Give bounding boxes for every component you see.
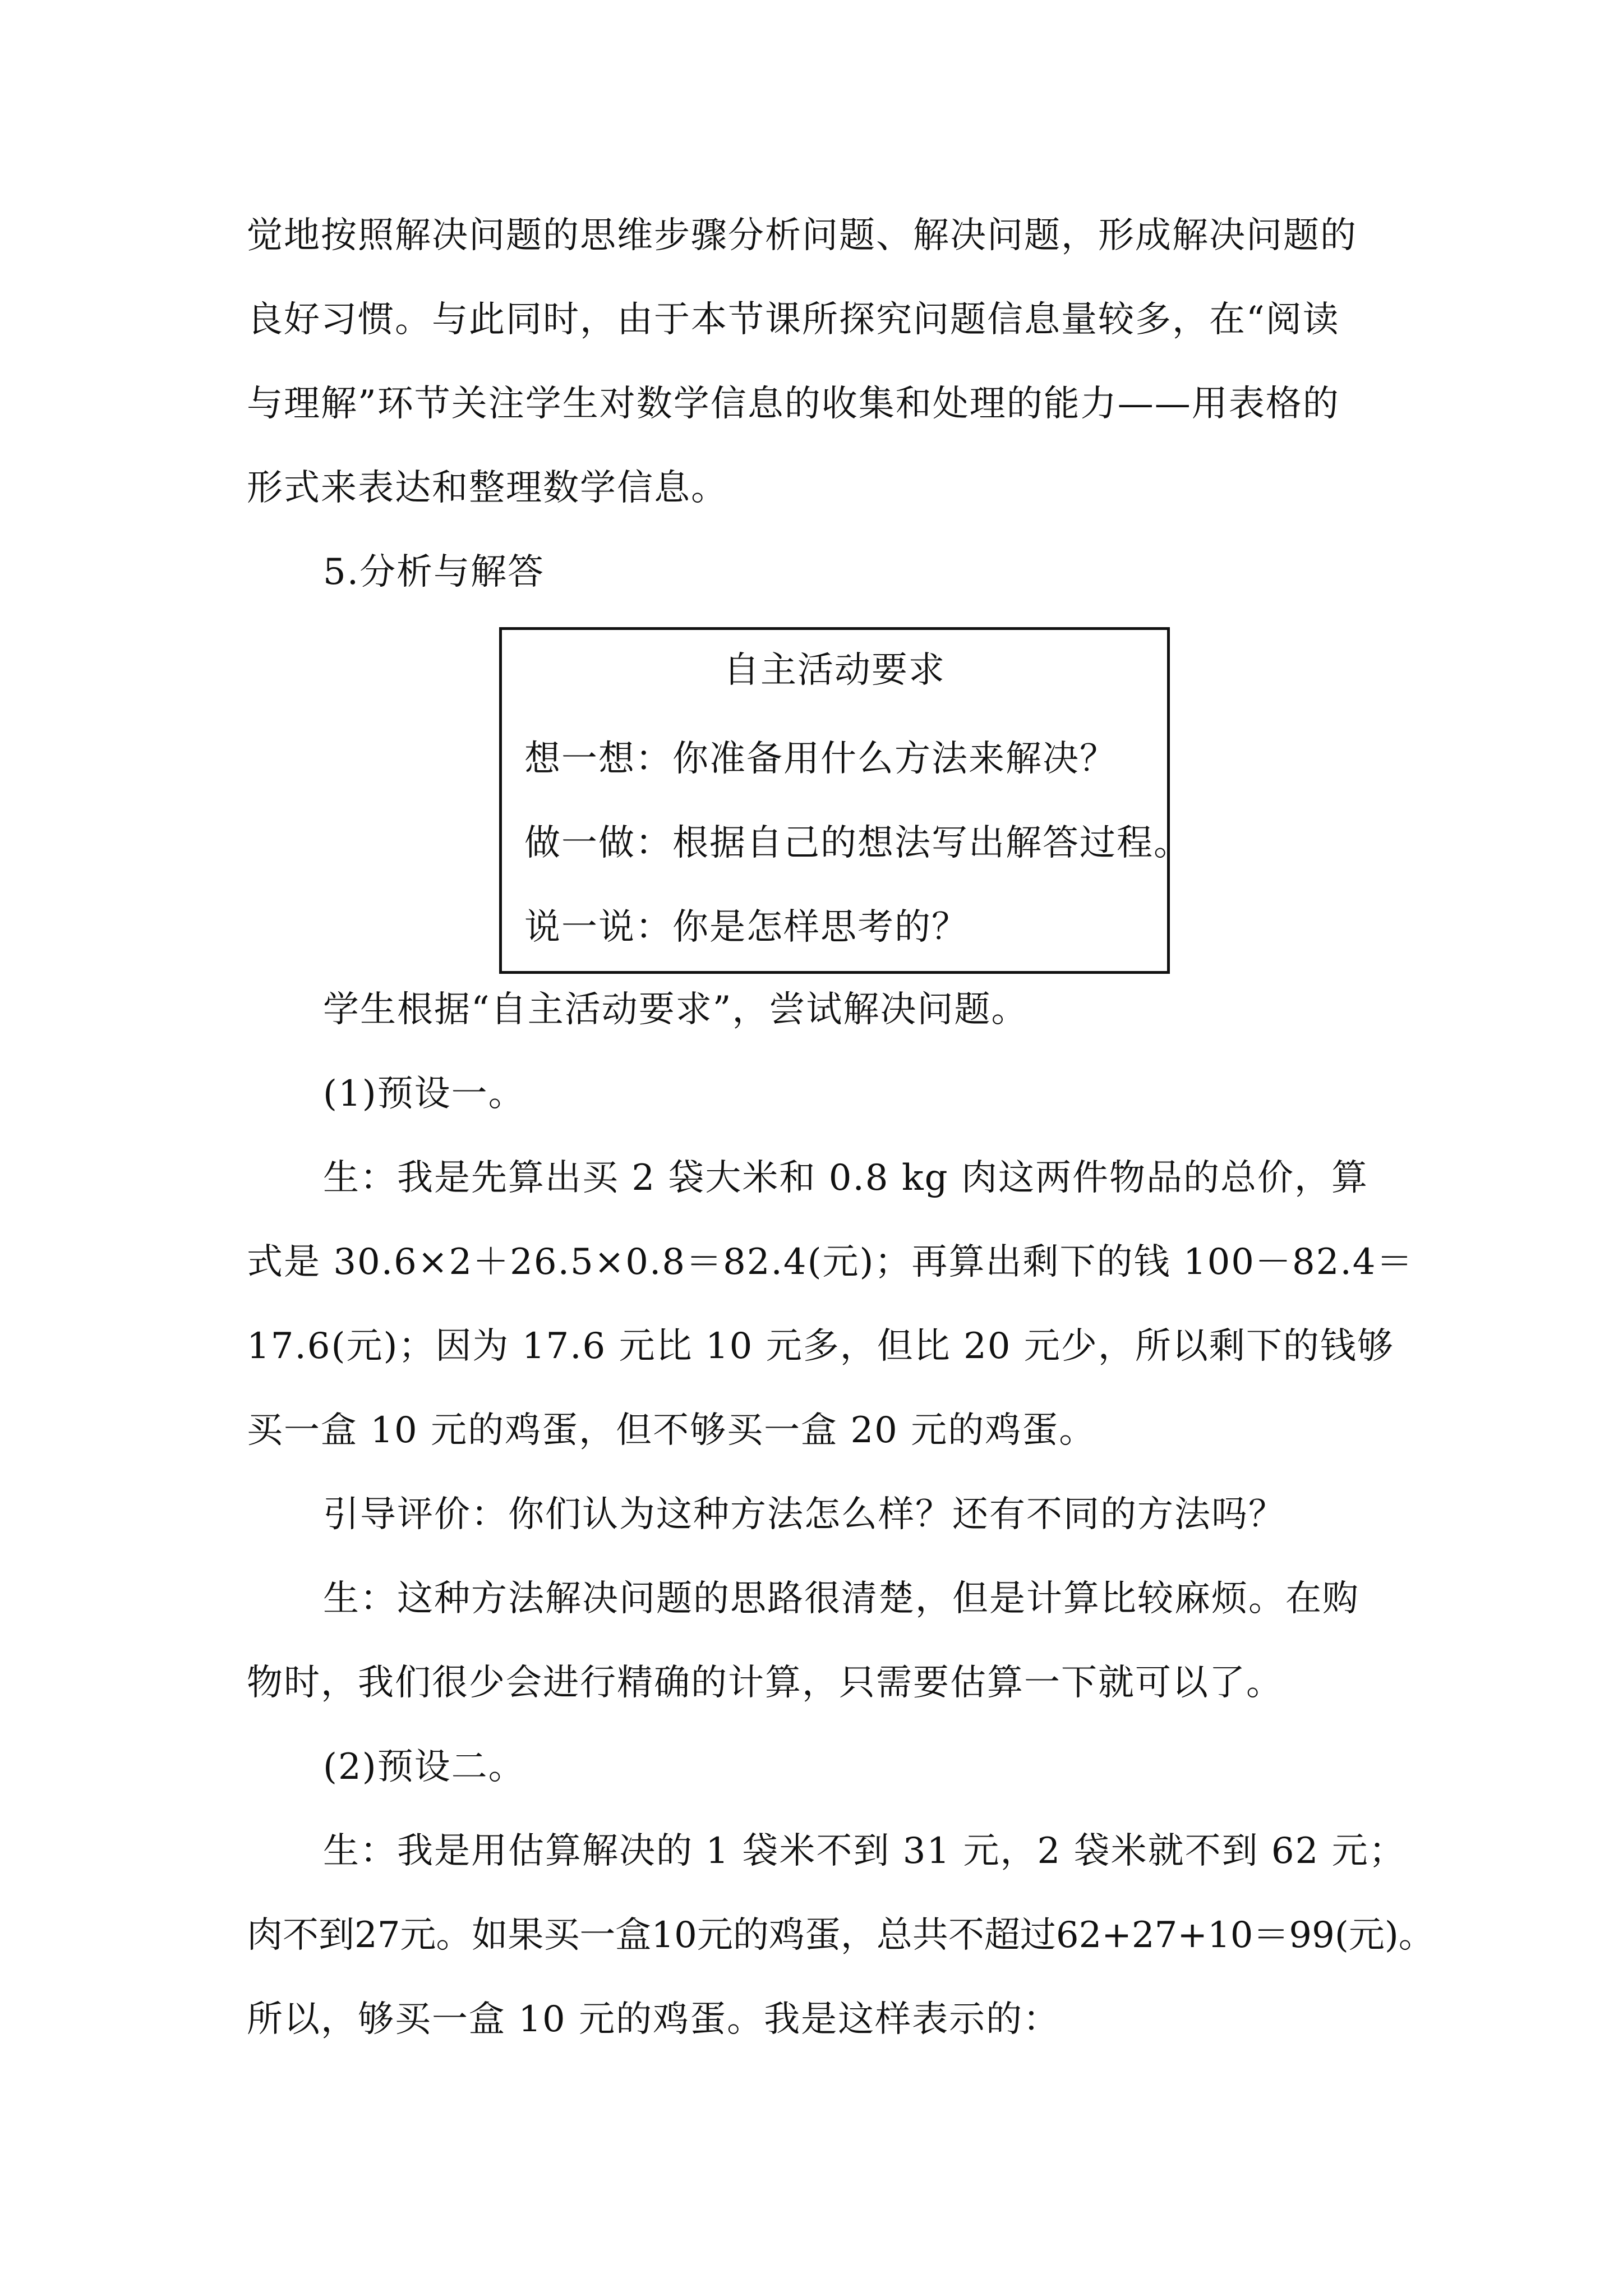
paragraph-line: 买一盒 10 元的鸡蛋，但不够买一盒 20 元的鸡蛋。 <box>247 1410 1096 1451</box>
activity-box-title: 自主活动要求 <box>723 650 946 691</box>
paragraph-line: 学生根据“自主活动要求”，尝试解决问题。 <box>323 989 1029 1030</box>
activity-say: 说一说：你是怎样思考的？ <box>524 907 969 948</box>
paragraph-line: 所以，够买一盒 10 元的鸡蛋。我是这样表示的： <box>247 1999 1061 2040</box>
paragraph-line: 生：我是用估算解决的 1 袋米不到 31 元，2 袋米就不到 62 元； <box>323 1830 1406 1872</box>
paragraph-line: 形式来表达和整理数学信息。 <box>247 467 728 509</box>
paragraph-line: 觉地按照解决问题的思维步骤分析问题、解决问题，形成解决问题的 <box>247 215 1357 256</box>
activity-do: 做一做：根据自己的想法写出解答过程。 <box>524 822 1191 864</box>
activity-requirements-box <box>499 627 1191 974</box>
paragraph-line: 生：这种方法解决问题的思路很清楚，但是计算比较麻烦。在购 <box>323 1578 1359 1619</box>
preset-heading: (1)预设一。 <box>323 1073 525 1115</box>
paragraph-line: 式是 30.6×2＋26.5×0.8＝82.4(元)；再算出剩下的钱 100－82.4＝ <box>247 1241 1414 1283</box>
section-heading: 5.分析与解答 <box>323 551 545 593</box>
paragraph-line: 良好习惯。与此同时，由于本节课所探究问题信息量较多，在“阅读 <box>247 299 1340 341</box>
paragraph-line: 17.6(元)；因为 17.6 元比 10 元多，但比 20 元少，所以剩下的钱够 <box>247 1326 1394 1367</box>
paragraph-line: 物时，我们很少会进行精确的计算，只需要估算一下就可以了。 <box>247 1662 1283 1704</box>
preset-heading: (2)预设二。 <box>323 1746 525 1788</box>
paragraph-line: 与理解”环节关注学生对数学信息的收集和处理的能力——用表格的 <box>247 383 1340 425</box>
paragraph-line: 生：我是先算出买 2 袋大米和 0.8 kg 肉这两件物品的总价，算 <box>323 1157 1368 1199</box>
paragraph-line: 肉不到27元。如果买一盒10元的鸡蛋，总共不超过62+27+10＝99(元)。 <box>247 1915 1435 1956</box>
activity-think: 想一想：你准备用什么方法来解决？ <box>524 738 1117 780</box>
paragraph-line: 引导评价：你们认为这种方法怎么样？还有不同的方法吗？ <box>323 1494 1285 1535</box>
